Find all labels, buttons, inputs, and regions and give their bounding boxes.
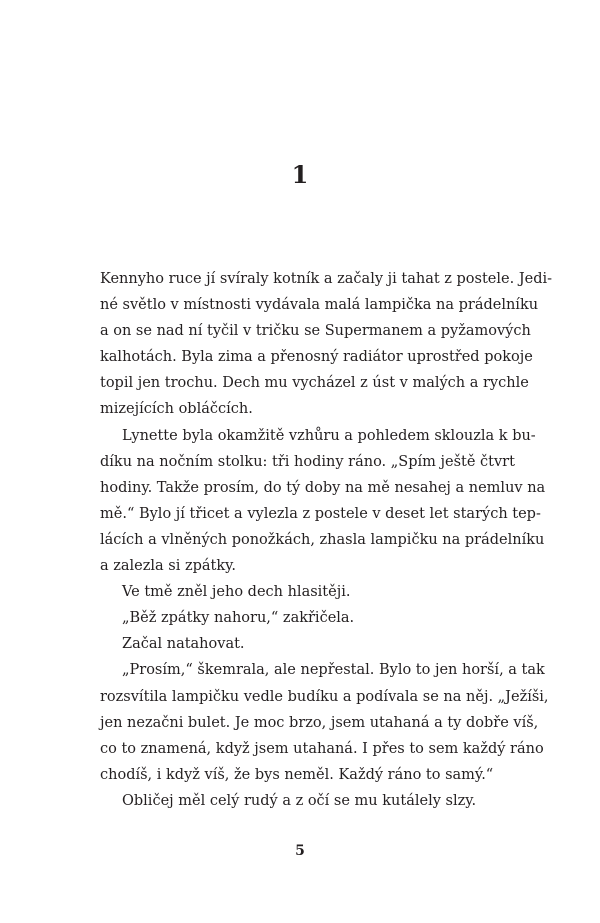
text-line: Kennyho ruce jí svíraly kotník a začaly ji tahat z postele. Jedi-: [100, 271, 553, 287]
text-line: jen nezačni bulet. Je moc brzo, jsem utahaná a ty dobře víš,: [100, 714, 539, 731]
chapter-number: 1: [291, 160, 309, 189]
page-number: 5: [295, 843, 305, 859]
body-text: [100, 266, 553, 814]
text-line: a on se nad ní tyčil v tričku se Supermanem a pyžamových: [100, 323, 531, 340]
text-line: Lynette byla okamžitě vzhůru a pohledem sklouzla k bu-: [122, 427, 536, 444]
text-line: kalhotách. Byla zima a přenosný radiátor uprostřed pokoje: [100, 349, 533, 366]
text-line: mizejících obláčcích.: [100, 401, 253, 418]
text-line: „Běž zpátky nahoru,“ zakřičela.: [122, 610, 355, 627]
text-line: Ve tmě zněl jeho dech hlasitěji.: [122, 584, 351, 601]
text-line: mě.“ Bylo jí třicet a vylezla z postele v deset let starých tep-: [100, 505, 541, 522]
text-line: díku na nočním stolku: tři hodiny ráno. „Spím ještě čtvrt: [100, 453, 515, 470]
text-line: rozsvítila lampičku vedle budíku a podívala se na něj. „Ježíši,: [100, 688, 549, 705]
text-line: a zalezla si zpátky.: [100, 558, 237, 575]
text-line: né světlo v místnosti vydávala malá lampička na prádelníku: [100, 297, 539, 314]
text-line: lácích a vlněných ponožkách, zhasla lampičku na prádelníku: [100, 531, 545, 548]
text-line: hodiny. Takže prosím, do tý doby na mě nesahej a nemluv na: [100, 479, 546, 496]
text-line: Začal natahovat.: [122, 636, 245, 653]
text-line: topil jen trochu. Dech mu vycházel z úst v malých a rychle: [100, 375, 529, 392]
text-line: chodíš, i když víš, že bys neměl. Každý ráno to samý.“: [100, 766, 494, 783]
text-line: Obličej měl celý rudý a z očí se mu kutálely slzy.: [122, 792, 477, 809]
text-line: „Prosím,“ škemrala, ale nepřestal. Bylo to jen horší, a tak: [122, 662, 545, 679]
text-line: co to znamená, když jsem utahaná. I přes to sem každý ráno: [100, 740, 544, 757]
